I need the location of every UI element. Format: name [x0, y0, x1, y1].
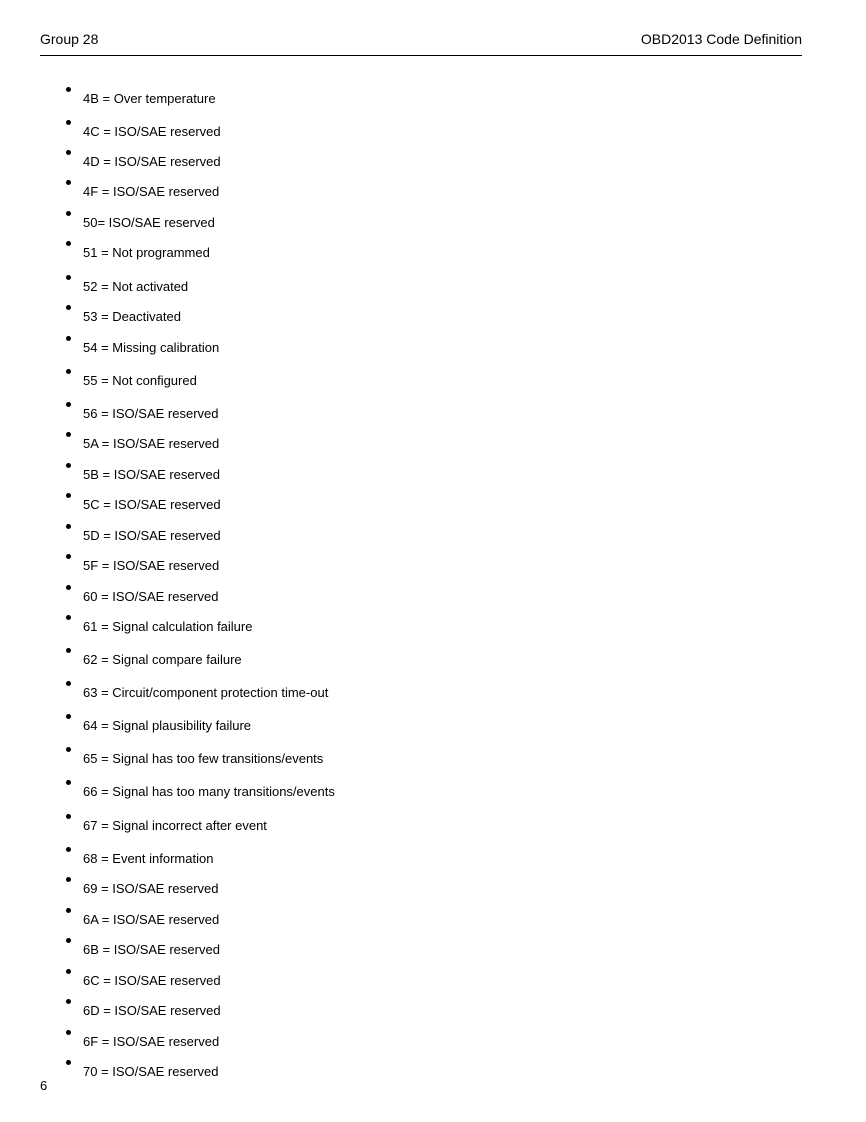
list-item-text: 61 = Signal calculation failure: [83, 619, 253, 634]
bullet-icon: [66, 336, 71, 341]
list-item-text: 67 = Signal incorrect after event: [83, 818, 267, 833]
list-item-text: 54 = Missing calibration: [83, 340, 220, 355]
header-group-label: Group 28: [40, 31, 99, 47]
list-item-text: 56 = ISO/SAE reserved: [83, 406, 219, 421]
bullet-icon: [66, 681, 71, 686]
list-item-text: 64 = Signal plausibility failure: [83, 718, 252, 733]
list-item-text: 50= ISO/SAE reserved: [83, 215, 215, 230]
list-item-text: 5A = ISO/SAE reserved: [83, 436, 220, 451]
bullet-icon: [66, 275, 71, 280]
list-item-text: 60 = ISO/SAE reserved: [83, 589, 219, 604]
list-item-text: 4C = ISO/SAE reserved: [83, 124, 221, 139]
bullet-icon: [66, 908, 71, 913]
bullet-icon: [66, 814, 71, 819]
list-item-text: 5B = ISO/SAE reserved: [83, 467, 220, 482]
list-item-text: 4B = Over temperature: [83, 91, 216, 106]
bullet-icon: [66, 780, 71, 785]
bullet-icon: [66, 1030, 71, 1035]
bullet-icon: [66, 87, 71, 92]
list-item-text: 6C = ISO/SAE reserved: [83, 973, 221, 988]
bullet-icon: [66, 211, 71, 216]
bullet-icon: [66, 150, 71, 155]
bullet-icon: [66, 615, 71, 620]
bullet-icon: [66, 1060, 71, 1065]
list-item-text: 68 = Event information: [83, 851, 214, 866]
list-item-text: 52 = Not activated: [83, 279, 189, 294]
bullet-icon: [66, 585, 71, 590]
list-item-text: 5C = ISO/SAE reserved: [83, 497, 221, 512]
bullet-icon: [66, 432, 71, 437]
list-item-text: 6A = ISO/SAE reserved: [83, 912, 220, 927]
bullet-icon: [66, 969, 71, 974]
list-item-text: 55 = Not configured: [83, 373, 197, 388]
list-item-text: 5F = ISO/SAE reserved: [83, 558, 220, 573]
bullet-icon: [66, 180, 71, 185]
list-item-text: 6D = ISO/SAE reserved: [83, 1003, 221, 1018]
list-item-text: 6F = ISO/SAE reserved: [83, 1034, 220, 1049]
bullet-icon: [66, 402, 71, 407]
bullet-icon: [66, 493, 71, 498]
bullet-icon: [66, 241, 71, 246]
page-number: 6: [40, 1078, 48, 1093]
bullet-icon: [66, 120, 71, 125]
list-item-text: 65 = Signal has too few transitions/events: [83, 751, 324, 766]
bullet-icon: [66, 877, 71, 882]
list-item-text: 4F = ISO/SAE reserved: [83, 184, 220, 199]
header-document-title: OBD2013 Code Definition: [640, 31, 802, 47]
list-item-text: 53 = Deactivated: [83, 309, 181, 324]
list-item-text: 66 = Signal has too many transitions/events: [83, 784, 335, 799]
bullet-icon: [66, 369, 71, 374]
list-item-text: 5D = ISO/SAE reserved: [83, 528, 221, 543]
bullet-icon: [66, 524, 71, 529]
bullet-icon: [66, 714, 71, 719]
bullet-icon: [66, 999, 71, 1004]
list-item-text: 4D = ISO/SAE reserved: [83, 154, 221, 169]
list-item-text: 63 = Circuit/component protection time-out: [83, 685, 329, 700]
bullet-icon: [66, 305, 71, 310]
list-item-text: 69 = ISO/SAE reserved: [83, 881, 219, 896]
bullet-icon: [66, 463, 71, 468]
bullet-icon: [66, 847, 71, 852]
list-item-text: 51 = Not programmed: [83, 245, 210, 260]
bullet-icon: [66, 554, 71, 559]
list-item-text: 6B = ISO/SAE reserved: [83, 942, 220, 957]
bullet-icon: [66, 747, 71, 752]
list-item-text: 62 = Signal compare failure: [83, 652, 242, 667]
bullet-icon: [66, 938, 71, 943]
bullet-icon: [66, 648, 71, 653]
list-item-text: 70 = ISO/SAE reserved: [83, 1064, 219, 1079]
